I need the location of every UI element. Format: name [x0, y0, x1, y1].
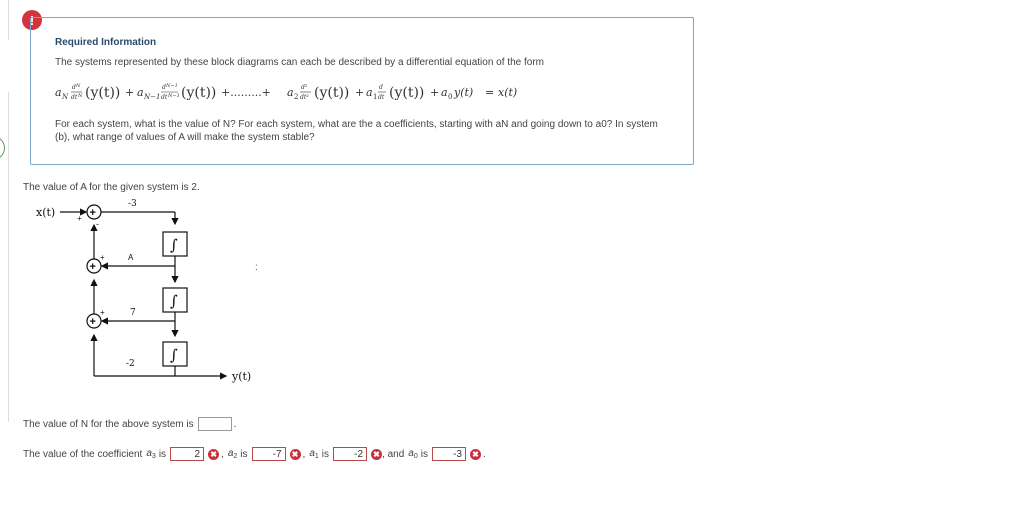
- incorrect-icon: ✖: [208, 449, 219, 460]
- n-question-row: [23, 417, 236, 431]
- comma-2: ,: [302, 448, 306, 460]
- info-description: The systems represented by these block diagrams can each be described by a differential equation of the form: [55, 57, 544, 68]
- sum1-minus-sign: -: [96, 219, 99, 229]
- svg-text:+: +: [430, 86, 440, 99]
- equation-rendering: [55, 78, 615, 106]
- given-a-text: The value of A for the given system is 2.: [23, 182, 200, 193]
- gain-mid-label: 7: [130, 308, 136, 318]
- input-label: x(t): [36, 206, 56, 219]
- svg-text:dt²: dt²: [300, 94, 309, 101]
- svg-text:d²: d²: [301, 84, 308, 91]
- n-question-end: .: [233, 418, 237, 430]
- svg-text:0: 0: [448, 93, 453, 101]
- a2-input[interactable]: [252, 447, 286, 461]
- svg-text:a: a: [366, 86, 373, 99]
- svg-text:(y(t)): (y(t)): [85, 85, 121, 101]
- svg-text:+: +: [89, 261, 96, 273]
- svg-text:(y(t)): (y(t)): [181, 85, 217, 101]
- svg-text:a: a: [55, 86, 62, 99]
- svg-text:d: d: [379, 84, 383, 91]
- left-panel-edge-top: [0, 0, 9, 40]
- incorrect-icon: ✖: [371, 449, 382, 460]
- gain-a-label: A: [128, 253, 134, 262]
- svg-text:y(t): y(t): [454, 86, 474, 99]
- differential-equation: [55, 78, 615, 104]
- coefficient-row: [23, 447, 486, 461]
- output-label: y(t): [232, 370, 252, 383]
- a0-label: $a_0$: [408, 448, 418, 460]
- integrator-1-symbol: ∫: [170, 236, 178, 254]
- a1-label: $a_1$: [309, 448, 319, 460]
- integrator-3-symbol: ∫: [170, 346, 178, 364]
- sum3-plus-sign: +: [100, 308, 105, 317]
- a3-label: $a_3$: [146, 448, 156, 460]
- a1-input[interactable]: [333, 447, 367, 461]
- info-heading: Required Information: [55, 37, 157, 48]
- svg-text:=: =: [485, 86, 495, 99]
- svg-text:d: d: [162, 84, 166, 91]
- n-question-label: The value of N for the above system is: [23, 418, 194, 430]
- svg-text:+: +: [89, 207, 96, 219]
- svg-text:+: +: [355, 86, 365, 99]
- svg-text:2: 2: [294, 93, 299, 101]
- exclamation-icon: !: [22, 10, 42, 30]
- gain-top-label: -3: [128, 199, 137, 209]
- info-question: For each system, what is the value of N? For each system, what are the a coefficients, starting with aN and going down to a0? In system (b), what range of values of A will make the system stable?: [55, 119, 658, 143]
- a3-input[interactable]: [170, 447, 204, 461]
- integrator-2-symbol: ∫: [170, 292, 178, 310]
- svg-text:N: N: [62, 93, 69, 101]
- svg-text:x(t): x(t): [498, 86, 518, 99]
- incorrect-icon: ✖: [290, 449, 301, 460]
- a0-is: is: [420, 448, 428, 460]
- sum2-plus-sign: +: [100, 253, 105, 262]
- svg-text:dt: dt: [71, 94, 78, 101]
- a2-label: $a_2$: [227, 448, 238, 460]
- svg-text:+.........+: +.........+: [221, 86, 271, 99]
- svg-text:+: +: [125, 86, 135, 99]
- svg-text:N−1: N−1: [168, 93, 180, 99]
- required-information-box: [30, 17, 694, 165]
- svg-text:dt: dt: [378, 94, 385, 101]
- a3-is: is: [158, 448, 167, 460]
- svg-text:N−1: N−1: [166, 83, 178, 89]
- svg-text:dt: dt: [161, 94, 168, 101]
- svg-text:1: 1: [373, 93, 378, 101]
- incorrect-icon: ✖: [470, 449, 481, 460]
- a1-is: is: [321, 448, 330, 460]
- svg-text:(y(t)): (y(t)): [314, 85, 350, 101]
- comma-1: ,: [221, 448, 224, 460]
- svg-text:a: a: [287, 86, 294, 99]
- coef-end: .: [482, 448, 486, 460]
- a2-is: is: [240, 448, 248, 460]
- svg-text:d: d: [72, 84, 76, 91]
- svg-text:+: +: [89, 316, 96, 328]
- block-diagram: [30, 196, 270, 397]
- colon-mark: :: [255, 262, 258, 273]
- svg-text:N: N: [78, 93, 83, 99]
- svg-text:N: N: [76, 83, 81, 89]
- gain-bottom-label: -2: [126, 359, 135, 369]
- svg-text:a: a: [137, 86, 144, 99]
- sum1-plus-sign: +: [77, 214, 82, 223]
- n-value-input[interactable]: [198, 417, 232, 431]
- a0-input[interactable]: [432, 447, 466, 461]
- svg-text:(y(t)): (y(t)): [389, 85, 425, 101]
- svg-text:a: a: [441, 86, 448, 99]
- svg-text:N−1: N−1: [144, 93, 161, 101]
- and-text: , and: [382, 448, 405, 460]
- coefficient-intro: The value of the coefficient: [23, 448, 143, 460]
